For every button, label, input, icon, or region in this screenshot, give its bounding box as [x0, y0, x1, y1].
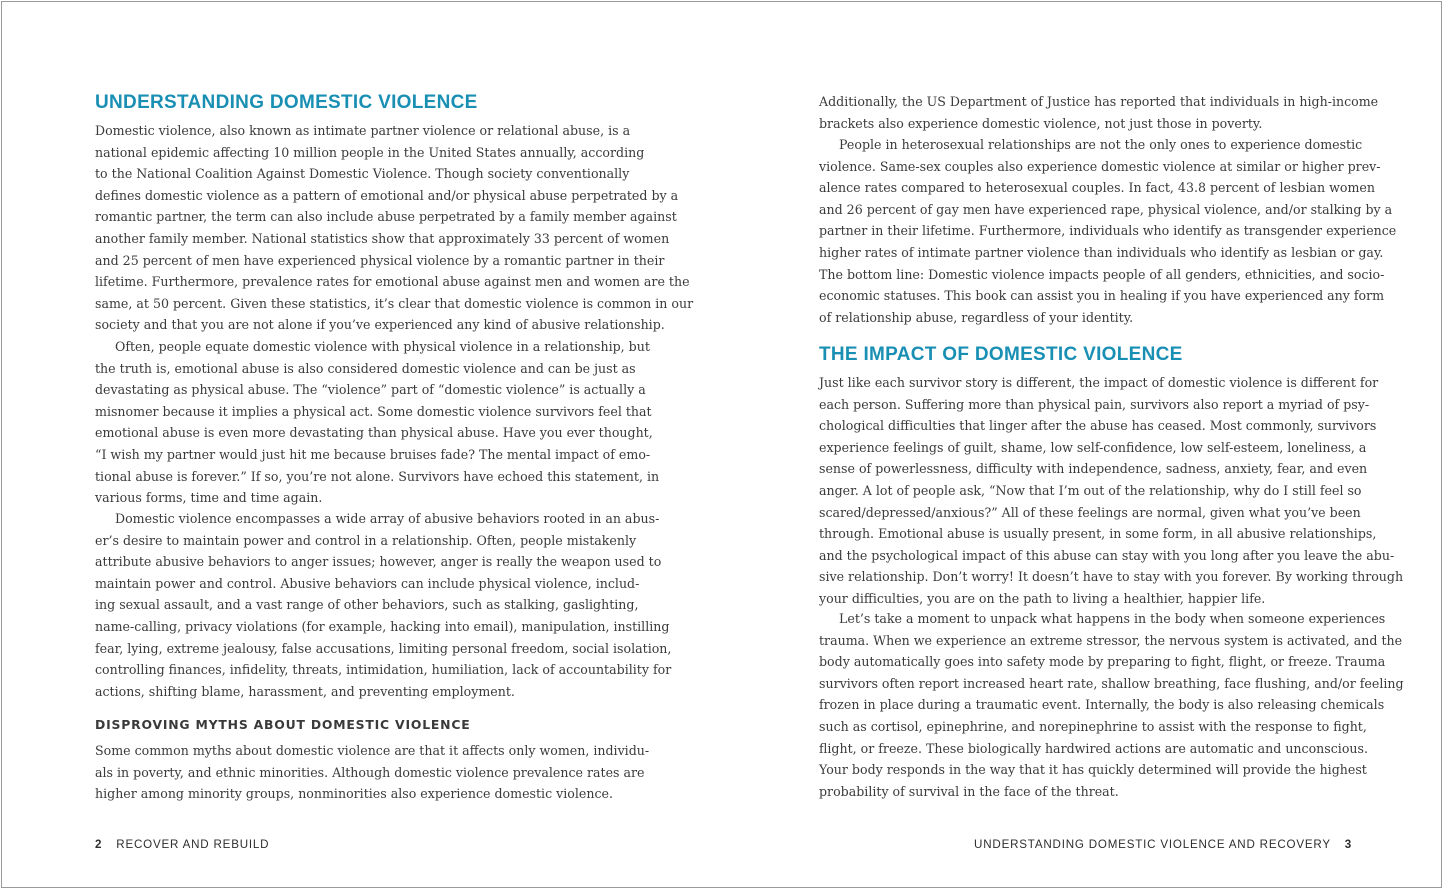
paragraph	[95, 120, 693, 336]
text-line: er’s desire to maintain power and control in a relationship. Often, people mistakenly	[95, 532, 637, 548]
text-line: controlling finances, infidelity, threats, intimidation, humiliation, lack of accountability for	[95, 662, 672, 678]
text-line: Often, people equate domestic violence with physical violence in a relationship, but	[115, 339, 650, 354]
text-line: defines domestic violence as a pattern of emotional and/or physical abuse perpetrated by a	[95, 187, 679, 203]
text-line: sense of powerlessness, difficulty with independence, sadness, anxiety, fear, and even	[819, 461, 1368, 477]
text-line: Domestic violence encompasses a wide array of abusive behaviors rooted in an abus-	[115, 511, 660, 526]
paragraph	[95, 336, 659, 509]
text-line: sive relationship. Don’t worry! It doesn’t have to stay with you forever. By working through	[819, 569, 1404, 585]
text-line: ing sexual assault, and a vast range of other behaviors, such as stalking, gaslighting,	[95, 597, 639, 613]
text-line: national epidemic affecting 10 million people in the United States annually, according	[95, 144, 645, 160]
text-line: and 26 percent of gay men have experienced rape, physical violence, and/or stalking by a	[819, 201, 1393, 217]
text-line: Additionally, the US Department of Justice has reported that individuals in high-income	[819, 94, 1379, 109]
text-line: probability of survival in the face of the threat.	[819, 783, 1119, 799]
text-line: trauma. When we experience an extreme stressor, the nervous system is activated, and the	[819, 632, 1403, 648]
paragraph	[819, 91, 1378, 134]
text-line: fear, lying, extreme jealousy, false accusations, limiting personal freedom, social isolation,	[95, 640, 672, 656]
paragraph	[95, 508, 671, 702]
text-line: actions, shifting blame, harassment, and preventing employment.	[95, 683, 515, 699]
text-line: and the psychological impact of this abuse can stay with you long after you leave the abu-	[819, 547, 1395, 563]
section-heading: THE IMPACT OF DOMESTIC VIOLENCE	[819, 344, 1183, 365]
paragraph	[95, 740, 649, 805]
text-line: such as cortisol, epinephrine, and norepinephrine to assist with the response to fight,	[819, 718, 1367, 734]
text-line: same, at 50 percent. Given these statistics, it’s clear that domestic violence is common in our	[95, 295, 694, 311]
text-line: each person. Suffering more than physical pain, survivors also report a myriad of psy-	[819, 396, 1370, 412]
text-line: brackets also experience domestic violence, not just those in poverty.	[819, 115, 1263, 131]
text-line: devastating as physical abuse. The “violence” part of “domestic violence” is actually a	[95, 382, 646, 398]
text-line: higher rates of intimate partner violence than individuals who identify as lesbian or gay.	[819, 244, 1384, 260]
text-line: chological difficulties that linger after the abuse has ceased. Most commonly, survivors	[819, 418, 1377, 434]
text-line: People in heterosexual relationships are not the only ones to experience domestic	[839, 137, 1363, 152]
paragraph	[819, 608, 1404, 802]
text-line: Some common myths about domestic violence are that it affects only women, individu-	[95, 743, 650, 758]
text-line: scared/depressed/anxious?” All of these feelings are normal, given what you’ve been	[819, 504, 1361, 520]
text-line: tional abuse is forever.” If so, you’re not alone. Survivors have echoed this statement, in	[95, 468, 660, 484]
right-footer	[974, 838, 1352, 851]
text-line: through. Emotional abuse is usually present, in some form, in all abusive relationships,	[819, 526, 1377, 542]
text-line: frozen in place during a traumatic event. Internally, the body is also releasing chemicals	[819, 697, 1385, 713]
text-line: Domestic violence, also known as intimate partner violence or relational abuse, is a	[95, 123, 631, 138]
left-footer	[95, 838, 269, 851]
text-line: experience feelings of guilt, shame, low self-confidence, low self-esteem, loneliness, a	[819, 439, 1367, 455]
running-footer-title: RECOVER AND REBUILD	[116, 838, 270, 851]
text-line: alence rates compared to heterosexual couples. In fact, 43.8 percent of lesbian women	[819, 180, 1375, 196]
text-line: anger. A lot of people ask, “Now that I’m out of the relationship, why do I still feel so	[819, 482, 1362, 498]
page-number: 2	[95, 838, 103, 851]
text-line: Just like each survivor story is different, the impact of domestic violence is different for	[819, 375, 1379, 390]
text-line: higher among minority groups, nonminorities also experience domestic violence.	[95, 786, 613, 802]
text-line: society and that you are not alone if you’ve experienced any kind of abusive relationship.	[95, 317, 665, 333]
text-line: als in poverty, and ethnic minorities. Although domestic violence prevalence rates are	[95, 764, 645, 780]
text-line: “I wish my partner would just hit me because bruises fade? The mental impact of emo-	[95, 446, 651, 462]
text-line: romantic partner, the term can also include abuse perpetrated by a family member against	[95, 209, 677, 225]
text-line: economic statuses. This book can assist you in healing if you have experienced any form	[819, 288, 1385, 304]
running-footer-title: UNDERSTANDING DOMESTIC VIOLENCE AND RECOVERY	[974, 838, 1331, 851]
text-line: name-calling, privacy violations (for example, hacking into email), manipulation, instilling	[95, 618, 670, 634]
section-heading: UNDERSTANDING DOMESTIC VIOLENCE	[95, 92, 478, 113]
text-line: body automatically goes into safety mode by preparing to fight, flight, or freeze. Trauma	[819, 654, 1386, 670]
text-line: of relationship abuse, regardless of your identity.	[819, 309, 1134, 325]
text-line: the truth is, emotional abuse is also considered domestic violence and can be just as	[95, 360, 636, 376]
subsection-heading: DISPROVING MYTHS ABOUT DOMESTIC VIOLENCE	[95, 717, 471, 732]
text-line: and 25 percent of men have experienced physical violence by a romantic partner in their	[95, 252, 665, 268]
text-line: flight, or freeze. These biologically hardwired actions are automatic and unconscious.	[819, 740, 1368, 756]
text-line: Let’s take a moment to unpack what happens in the body when someone experiences	[839, 611, 1386, 626]
text-line: another family member. National statistics show that approximately 33 percent of women	[95, 230, 670, 246]
text-line: various forms, time and time again.	[95, 490, 323, 506]
text-line: The bottom line: Domestic violence impacts people of all genders, ethnicities, and socio-	[819, 266, 1385, 282]
text-line: to the National Coalition Against Domestic Violence. Though society conventionally	[95, 166, 630, 182]
text-line: your difficulties, you are on the path to living a healthier, happier life.	[819, 590, 1266, 606]
text-line: violence. Same-sex couples also experience domestic violence at similar or higher prev-	[819, 158, 1381, 174]
page-number: 3	[1344, 838, 1352, 851]
text-line: misnomer because it implies a physical act. Some domestic violence survivors feel that	[95, 403, 652, 419]
paragraph	[819, 372, 1403, 610]
text-line: lifetime. Furthermore, prevalence rates for emotional abuse against men and women are the	[95, 274, 690, 290]
paragraph	[819, 134, 1396, 328]
text-line: partner in their lifetime. Furthermore, individuals who identify as transgender experience	[819, 223, 1397, 239]
text-line: Your body responds in the way that it has quickly determined will provide the highest	[819, 762, 1367, 778]
text-line: emotional abuse is even more devastating than physical abuse. Have you ever thought,	[95, 425, 653, 441]
text-line: attribute abusive behaviors to anger issues; however, anger is really the weapon used to	[95, 554, 662, 570]
text-line: maintain power and control. Abusive behaviors can include physical violence, includ-	[95, 575, 640, 591]
text-line: survivors often report increased heart rate, shallow breathing, face flushing, and/or feeling	[819, 675, 1404, 691]
